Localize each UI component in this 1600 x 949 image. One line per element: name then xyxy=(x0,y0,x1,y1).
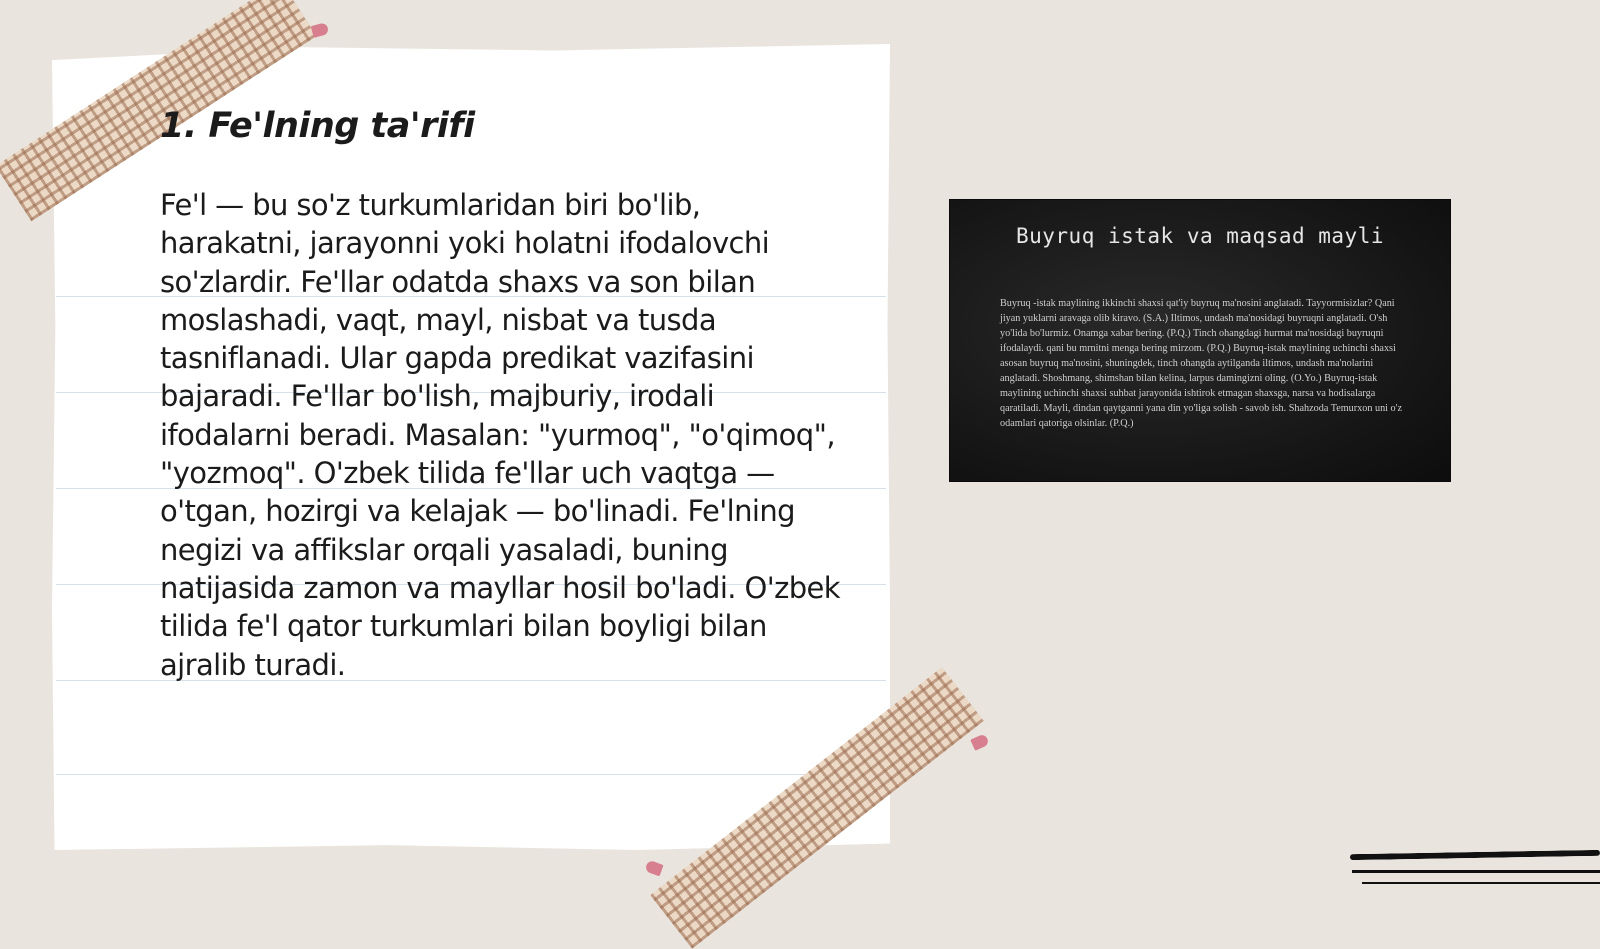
image-title: Buyruq istak va maqsad mayli xyxy=(1015,224,1384,248)
paper-rule-line xyxy=(56,774,886,775)
brush-stroke-decoration xyxy=(1362,882,1600,884)
chalkboard-image xyxy=(950,200,1450,481)
tape-corner-pin xyxy=(970,733,990,751)
brush-stroke-decoration xyxy=(1352,870,1600,873)
image-body-text: Buyruq -istak maylining ikkinchi shaxsi qat'iy buyruq ma'nosini anglatadi. Tayyormisizlar? Qani jiyan yuklarni aravaga olib kiravo. (S.A.) Iltimos, undash ma'nosidagi buyruqni anglatadi. O'sh yo'lida bo'lurmiz. Onamga xabar bering. (P.Q.) Tinch ohangdagi hurmat ma'nosidagi buyruqni ifodalaydi. qani bu mrnitni menga bering mirzom. (P.Q.) Buyruq-istak maylining uchinchi shaxsi asosan buyruq ma'nosini, shuningdek, tinch ohangda aytilganda iltimos, undash ma'nolarini anglatadi. Shoshmang, shimshan bilan kelina, larpus damingizni oling. (O.Yo.) Buyruq-istak maylining uchinchi shaxsi suhbat jarayonida ishtirok etmagan shaxsga, narsa va hodisalarga qaratiladi. Mayli, dindan qaytganni yana din yo'liga solish - savob ish. Shahzoda Temurxon uni o'z odamlari qatoriga olsinlar. (P.Q.) xyxy=(1000,298,1402,429)
slide-title: 1. Fe'lning ta'rifi xyxy=(160,106,475,146)
tape-corner-pin xyxy=(644,860,663,877)
tape-corner-pin xyxy=(311,22,330,38)
slide-body-text: Fe'l — bu so'z turkumlaridan biri bo'lib, harakatni, jarayonni yoki holatni ifodalovchi so'zlardir. Fe'llar odatda shaxs va son bilan moslashadi, vaqt, mayl, nisbat va tusda tasniflanadi. Ular gapda predikat vazifasini bajaradi. Fe'llar bo'lish, majburiy, irodali ifodalarni beradi. Masalan: "yurmoq", "o'qimoq", "yozmoq". O'zbek tilida fe'llar uch vaqtga — o'tgan, hozirgi va kelajak — bo'linadi. Fe'lning negizi va affikslar orqali yasaladi, buning natijasida zamon va mayllar hosil bo'ladi. O'zbek tilida fe'l qator turkumlari bilan boyligi bilan ajralib turadi. xyxy=(160,188,840,682)
brush-stroke-decoration xyxy=(1350,850,1600,860)
